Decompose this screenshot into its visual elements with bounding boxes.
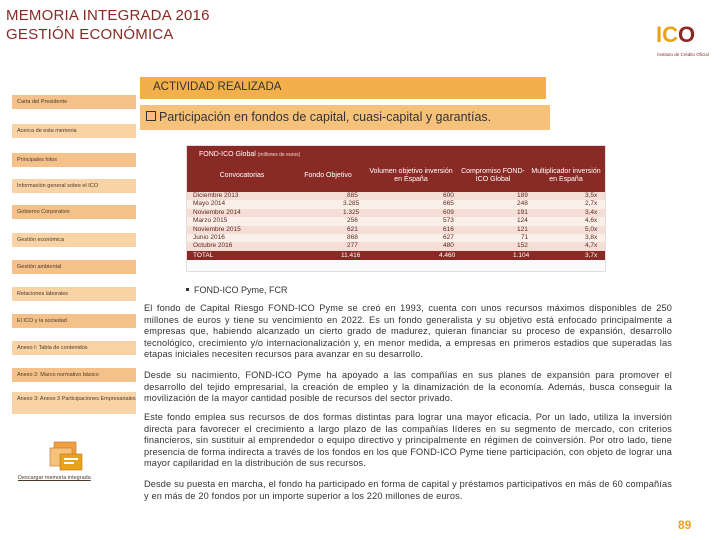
sidebar-item-hitos[interactable]: Principales hitos: [12, 153, 136, 167]
fund-bullet-text: FOND-ICO Pyme, FCR: [194, 285, 288, 295]
sidebar-item-anexo-3[interactable]: Anexo 3: Anexo 3 Participaciones Empresariales: [12, 392, 136, 414]
documents-icon: [44, 436, 90, 476]
paragraph-4: Desde su puesta en marcha, el fondo ha participado en forma de capital y préstamos participativos en más de 60 compañías y en más de 20 fondos por un importe superior a los 220 millones de euros.: [144, 479, 672, 501]
sidebar-item-gobierno[interactable]: Gobierno Corporativo: [12, 205, 136, 219]
sidebar-item-acerca[interactable]: Acerca de esta memoria: [12, 124, 136, 138]
page-number: 89: [678, 518, 692, 532]
ico-logo: [652, 22, 714, 66]
table-row: Noviembre 2015 621 616 121 5,0x: [187, 226, 605, 234]
checkbox-bullet-icon: [146, 111, 156, 121]
table-row: Noviembre 2014 1.325 609 191 3,4x: [187, 209, 605, 217]
col-multiplicador: Multiplicador inversión en España: [531, 168, 601, 183]
page-header: [6, 6, 210, 44]
download-report-link[interactable]: Descargar memoria integrada: [18, 475, 91, 481]
logo-mark: ICO: [656, 22, 696, 47]
paragraph-2: Desde su nacimiento, FOND-ICO Pyme ha apoyado a las compañías en sus planes de expansión para promover el desarrollo del tejido empresarial, la creación de empleo y la dinamización de la economía. Además, busca conseguir la movilización de la mayor cantidad posible de recursos del sector privado.: [144, 370, 672, 404]
fond-ico-table: [186, 145, 606, 272]
subsection-banner: [140, 105, 550, 130]
logo-mark-o: O: [678, 22, 696, 47]
table-title-note: (millones de euros): [257, 152, 301, 158]
table-row: Mayo 2014 3.285 665 248 2,7x: [187, 200, 605, 208]
table-total-row: TOTAL 11.416 4.460 1.104 3,7x: [187, 251, 605, 260]
header-line-2: GESTIÓN ECONÓMICA: [6, 26, 174, 43]
table-row: Diciembre 2013 885 600 189 3,5x: [187, 192, 605, 200]
fund-bullet: [186, 285, 288, 295]
sidebar-item-carta[interactable]: Carta del Presidente: [12, 95, 136, 109]
header-line-1: MEMORIA INTEGRADA 2016: [6, 7, 210, 24]
sidebar-item-gestion-ambiental[interactable]: Gestión ambiental: [12, 260, 136, 274]
table-row: Marzo 2015 256 573 124 4,6x: [187, 217, 605, 225]
paragraph-1: El fondo de Capital Riesgo FOND-ICO Pyme se creó en 1993, cuenta con unos recursos máximos disponibles de 250 millones de euros y tiene su vencimiento en 2022. Es un fondo generalista y su objetivo está enfocado principalmente a empresas que, habiendo alcanzado un cierto grado de madurez, quieran financiar su proceso de expansión, desarrollo tecnológico, crecimiento y/o internacionalización y, en menor medida, a empresas en primeros estadios que superadas las etapas iniciales necesiten recursos para avanzar en su desarrollo.: [144, 303, 672, 360]
sidebar-item-gestion-economica[interactable]: Gestión económica: [12, 233, 136, 247]
sidebar-item-anexo-1[interactable]: Anexo I: Tabla de contenidos: [12, 341, 136, 355]
sidebar-item-anexo-2[interactable]: Anexo 2: Marco normativo básico: [12, 368, 136, 382]
square-bullet-icon: [186, 288, 189, 291]
section-title: ACTIVIDAD REALIZADA: [153, 81, 282, 93]
subsection-title-wrap: [146, 110, 491, 124]
paragraph-3: Este fondo emplea sus recursos de dos formas distintas para lograr una mayor eficacia. Por un lado, utiliza la inversión directa para favorecer el crecimiento a largo plazo de las compañías líderes en su segmento de mercado, con criterios financieros, sin sustituir al emprendedor o equipo directivo y principalmente en régimen de coinversión. Por otro lado, tiene presencia de forma indirecta a través de los fondos en los que FOND-ICO Pyme tiene participación, con objeto de lograr una mayor capilaridad en la distribución de sus recursos.: [144, 412, 672, 469]
sidebar-item-relaciones[interactable]: Relaciones laborales: [12, 287, 136, 301]
subsection-title: Participación en fondos de capital, cuasi-capital y garantías.: [159, 110, 492, 124]
col-convocatorias: Convocatorias: [219, 172, 265, 179]
section-banner: [140, 77, 546, 99]
sidebar-item-informacion[interactable]: Información general sobre el ICO: [12, 179, 136, 193]
table-header: [187, 146, 605, 192]
col-volumen-objetivo: Volumen objetivo inversión en España: [369, 168, 453, 183]
logo-subtitle: Instituto de Crédito Oficial: [657, 52, 709, 57]
table-title: FOND-ICO Global: [199, 151, 256, 158]
col-compromiso: Compromiso FOND-ICO Global: [461, 168, 525, 183]
table-title-wrap: [199, 151, 300, 158]
col-fondo-objetivo: Fondo Objetivo: [304, 172, 352, 179]
sidebar-item-sociedad[interactable]: El ICO y la sociedad: [12, 314, 136, 328]
logo-mark-c: C: [662, 22, 679, 47]
table-row: Octubre 2016 277 480 152 4,7x: [187, 242, 605, 250]
table-row: Junio 2016 868 627 71 3,8x: [187, 234, 605, 242]
